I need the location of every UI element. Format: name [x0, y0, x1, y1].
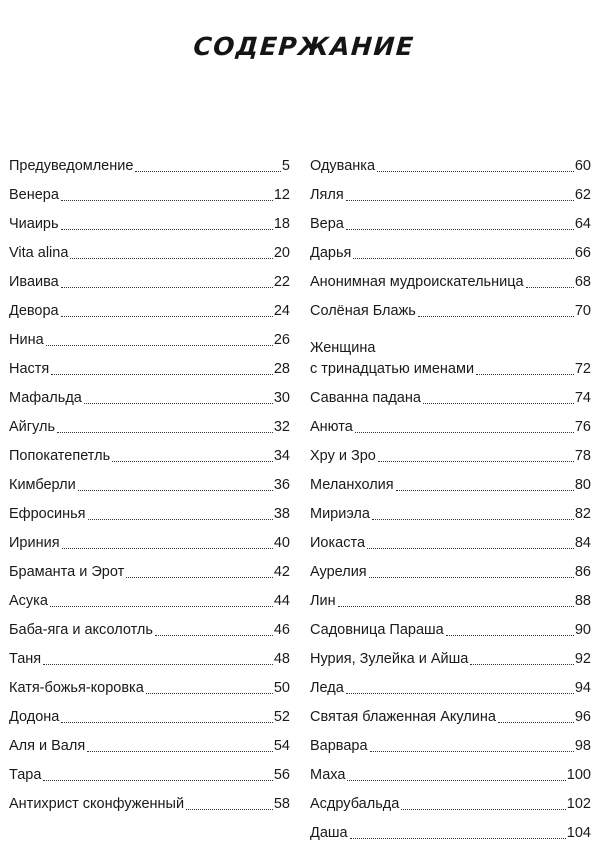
- dot-leader: [476, 374, 574, 375]
- toc-entry: [310, 378, 591, 407]
- toc-entry-title: Мириэла: [310, 506, 370, 522]
- toc-entry-page-number: 34: [273, 448, 290, 464]
- toc-entry: [9, 146, 290, 175]
- toc-entry-title: Чиаирь: [9, 216, 59, 232]
- toc-entry-title: Мафальда: [9, 390, 82, 406]
- toc-entry-title: Айгуль: [9, 419, 56, 435]
- dot-leader: [126, 577, 273, 578]
- toc-entry: [310, 204, 591, 233]
- toc-entry-title: Настя: [9, 361, 50, 377]
- toc-entry-page-number: 90: [574, 622, 591, 638]
- toc-entry-page-number: 36: [273, 477, 290, 493]
- toc-entry: [9, 291, 290, 320]
- toc-entry-title: Леда: [310, 680, 344, 696]
- toc-entry-title: Иваива: [9, 274, 59, 290]
- dot-leader: [51, 374, 273, 375]
- dot-leader: [401, 809, 566, 810]
- page-title: СОДЕРЖАНИЕ: [192, 32, 416, 61]
- toc-entry-page-number: 30: [273, 390, 290, 406]
- toc-entry: [9, 204, 290, 233]
- toc-entry: [9, 552, 290, 581]
- toc-entry: [9, 755, 290, 784]
- dot-leader: [84, 403, 273, 404]
- toc-entry: [9, 349, 290, 378]
- dot-leader: [377, 171, 574, 172]
- toc-entry: [310, 233, 591, 262]
- toc-entry: [310, 436, 591, 465]
- dot-leader: [87, 751, 273, 752]
- toc-entry: [9, 320, 290, 349]
- toc-entry: [9, 726, 290, 755]
- toc-entry-title: Додона: [9, 709, 60, 725]
- toc-entry-page-number: 12: [273, 187, 290, 203]
- toc-entry-title: Даша: [310, 825, 348, 841]
- toc-entry-title: Асука: [9, 593, 48, 609]
- dot-leader: [350, 838, 566, 839]
- toc-entry-page-number: 44: [273, 593, 290, 609]
- toc-entry-page-number: 5: [281, 158, 290, 174]
- dot-leader: [43, 780, 272, 781]
- toc-entry: [310, 552, 591, 581]
- dot-leader: [346, 693, 574, 694]
- toc-entry: [310, 581, 591, 610]
- toc-entry-page-number: 18: [273, 216, 290, 232]
- dot-leader: [370, 751, 574, 752]
- toc-entry-page-number: 26: [273, 332, 290, 348]
- dot-leader: [378, 461, 574, 462]
- toc-entry: [9, 784, 290, 813]
- dot-leader: [470, 664, 574, 665]
- toc-entry-page-number: 82: [574, 506, 591, 522]
- toc-entry: [310, 494, 591, 523]
- toc-column-left: [9, 146, 290, 813]
- toc-entry-page-number: 68: [574, 274, 591, 290]
- toc-entry: [310, 697, 591, 726]
- toc-entry: [310, 146, 591, 175]
- toc-entry-page-number: 24: [273, 303, 290, 319]
- dot-leader: [372, 519, 574, 520]
- dot-leader: [43, 664, 273, 665]
- toc-entry-page-number: 38: [273, 506, 290, 522]
- dot-leader: [50, 606, 273, 607]
- toc-entry: [310, 407, 591, 436]
- dot-leader: [347, 780, 565, 781]
- toc-entry-title: Тара: [9, 767, 42, 783]
- toc-entry-title: Vita alina: [9, 245, 69, 261]
- toc-entry-title: Таня: [9, 651, 42, 667]
- toc-entry: [310, 291, 591, 320]
- toc-entry: [9, 262, 290, 291]
- toc-entry-page-number: 96: [574, 709, 591, 725]
- toc-entry: [9, 407, 290, 436]
- dot-leader: [369, 577, 574, 578]
- toc-entry-title: Ляля: [310, 187, 344, 203]
- toc-entry-title: Солёная Блажь: [310, 303, 416, 319]
- toc-entry-title: Аля и Валя: [9, 738, 86, 754]
- toc-entry-title: Аурелия: [310, 564, 367, 580]
- toc-entry-page-number: 104: [566, 825, 591, 841]
- toc-entry: [9, 697, 290, 726]
- toc-entry-title: Анюта: [310, 419, 353, 435]
- toc-entry: [9, 465, 290, 494]
- toc-entry-page-number: 54: [273, 738, 290, 754]
- dot-leader: [367, 548, 574, 549]
- toc-entry-title: Одуванка: [310, 158, 376, 174]
- toc-entry-page-number: 102: [566, 796, 591, 812]
- dot-leader: [418, 316, 574, 317]
- toc-entry: [310, 639, 591, 668]
- toc-entry-page-number: 66: [574, 245, 591, 261]
- toc-entry-title: Анонимная мудроискательница: [310, 274, 524, 290]
- toc-entry: [310, 668, 591, 697]
- toc-entry: [9, 581, 290, 610]
- toc-entry-page-number: 92: [574, 651, 591, 667]
- toc-entry-page-number: 56: [273, 767, 290, 783]
- toc-entry-page-number: 48: [273, 651, 290, 667]
- toc-entry-title: Вера: [310, 216, 344, 232]
- dot-leader: [396, 490, 574, 491]
- toc-entry-title-line: Женщина: [310, 340, 376, 356]
- toc-entry-page-number: 76: [574, 419, 591, 435]
- dot-leader: [61, 287, 273, 288]
- toc-entry-title: Садовница Параша: [310, 622, 444, 638]
- toc-entry-title: Варвара: [310, 738, 368, 754]
- dot-leader: [78, 490, 273, 491]
- toc-entry-title: Девора: [9, 303, 59, 319]
- dot-leader: [61, 316, 273, 317]
- toc-entry-title: Ефросинья: [9, 506, 86, 522]
- dot-leader: [346, 229, 574, 230]
- toc-entry-title: Меланхолия: [310, 477, 394, 493]
- dot-leader: [61, 722, 273, 723]
- toc-entry-page-number: 42: [273, 564, 290, 580]
- toc-entry: [9, 523, 290, 552]
- dot-leader: [423, 403, 574, 404]
- dot-leader: [355, 432, 574, 433]
- toc-column-right: [310, 146, 591, 842]
- dot-leader: [57, 432, 273, 433]
- toc-entry: [9, 668, 290, 697]
- dot-leader: [135, 171, 281, 172]
- dot-leader: [498, 722, 574, 723]
- toc-entry-page-number: 98: [574, 738, 591, 754]
- toc-entry-title: Иокаста: [310, 535, 366, 551]
- dot-leader: [526, 287, 574, 288]
- toc-entry-title: Браманта и Эрот: [9, 564, 125, 580]
- toc-entry: [310, 465, 591, 494]
- toc-entry: [9, 639, 290, 668]
- dot-leader: [186, 809, 273, 810]
- dot-leader: [88, 519, 273, 520]
- toc-entry-title: Нурия, Зулейка и Айша: [310, 651, 469, 667]
- toc-entry-title: с тринадцатью именами: [310, 361, 475, 377]
- toc-entry-page-number: 46: [273, 622, 290, 638]
- toc-entry: [9, 610, 290, 639]
- toc-entry-page-number: 94: [574, 680, 591, 696]
- dot-leader: [146, 693, 273, 694]
- toc-entry: [310, 320, 591, 378]
- toc-entry-page-number: 20: [273, 245, 290, 261]
- toc-entry-page-number: 74: [574, 390, 591, 406]
- toc-entry: [310, 175, 591, 204]
- toc-entry-title: Попокатепетль: [9, 448, 111, 464]
- toc-entry-page-number: 50: [273, 680, 290, 696]
- toc-entry-title: Венера: [9, 187, 59, 203]
- dot-leader: [61, 229, 273, 230]
- toc-entry-title: Ириния: [9, 535, 60, 551]
- toc-entry: [310, 784, 591, 813]
- dot-leader: [346, 200, 574, 201]
- dot-leader: [155, 635, 273, 636]
- dot-leader: [46, 345, 273, 346]
- toc-entry-page-number: 86: [574, 564, 591, 580]
- toc-entry-page-number: 28: [273, 361, 290, 377]
- toc-entry-row: [310, 361, 591, 378]
- toc-entry: [9, 233, 290, 262]
- toc-entry: [9, 436, 290, 465]
- toc-entry-page-number: 64: [574, 216, 591, 232]
- toc-entry-page-number: 58: [273, 796, 290, 812]
- toc-entry: [9, 494, 290, 523]
- toc-entry-page-number: 60: [574, 158, 591, 174]
- toc-entry-title: Асдрубальда: [310, 796, 400, 812]
- toc-entry-title: Нина: [9, 332, 44, 348]
- toc-entry: [310, 523, 591, 552]
- toc-entry-title: Саванна падана: [310, 390, 421, 406]
- toc-entry-page-number: 84: [574, 535, 591, 551]
- dot-leader: [62, 548, 273, 549]
- dot-leader: [446, 635, 574, 636]
- toc-entry-page-number: 40: [273, 535, 290, 551]
- toc-entry-page-number: 22: [273, 274, 290, 290]
- toc-entry-title: Дарья: [310, 245, 352, 261]
- toc-entry-page-number: 70: [574, 303, 591, 319]
- toc-entry-page-number: 78: [574, 448, 591, 464]
- toc-entry-title: Маха: [310, 767, 346, 783]
- toc-entry-page-number: 62: [574, 187, 591, 203]
- dot-leader: [61, 200, 273, 201]
- toc-entry-title: Катя-божья-коровка: [9, 680, 144, 696]
- toc-entry: [310, 813, 591, 842]
- toc-entry-title: Святая блаженная Акулина: [310, 709, 496, 725]
- toc-entry-page-number: 88: [574, 593, 591, 609]
- toc-entry-page-number: 32: [273, 419, 290, 435]
- toc-entry: [9, 175, 290, 204]
- toc-entry: [310, 610, 591, 639]
- toc-entry-title: Предуведомление: [9, 158, 134, 174]
- dot-leader: [112, 461, 273, 462]
- toc-entry: [310, 726, 591, 755]
- toc-entry-title: Антихрист сконфуженный: [9, 796, 185, 812]
- toc-entry-page-number: 100: [566, 767, 591, 783]
- toc-entry-page-number: 72: [574, 361, 591, 377]
- toc-entry: [310, 755, 591, 784]
- toc-entry: [310, 262, 591, 291]
- toc-entry-title: Хру и Зро: [310, 448, 376, 464]
- toc-entry-page-number: 80: [574, 477, 591, 493]
- dot-leader: [353, 258, 574, 259]
- dot-leader: [338, 606, 574, 607]
- toc-entry-page-number: 52: [273, 709, 290, 725]
- toc-entry-title: Баба-яга и аксолотль: [9, 622, 153, 638]
- toc-entry-title: Кимберли: [9, 477, 76, 493]
- toc-entry: [9, 378, 290, 407]
- dot-leader: [70, 258, 272, 259]
- toc-entry-title: Лин: [310, 593, 336, 609]
